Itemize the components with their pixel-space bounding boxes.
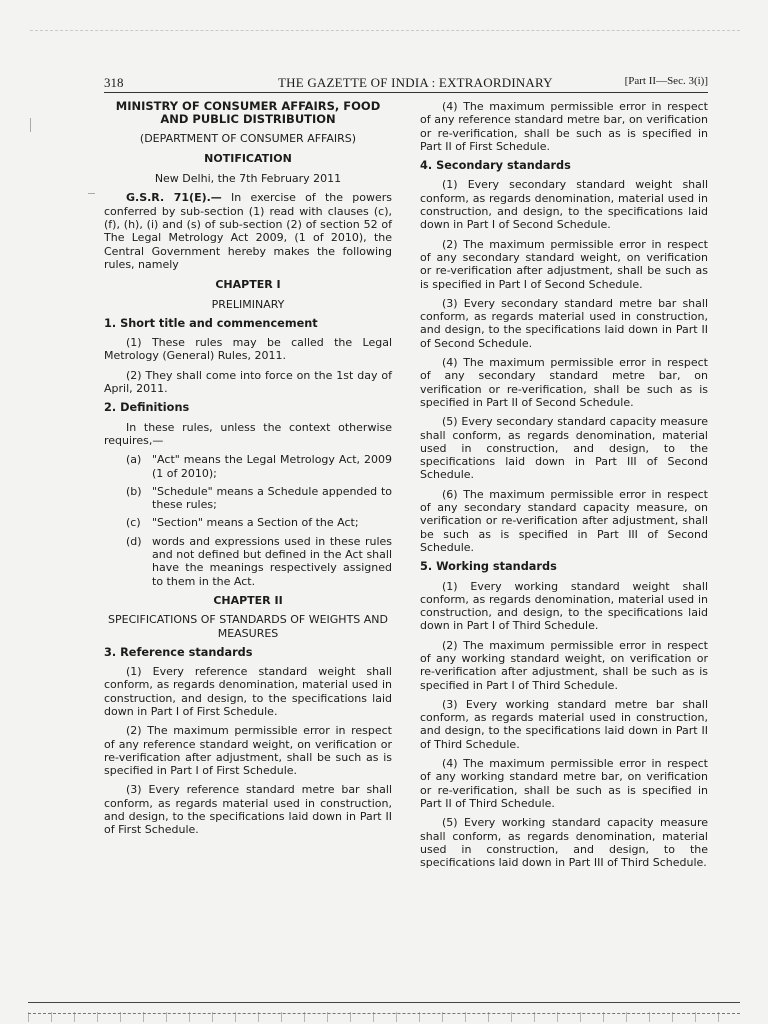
definition-label: (c) bbox=[126, 516, 141, 530]
notification-heading: NOTIFICATION bbox=[204, 151, 292, 165]
definition-item bbox=[104, 453, 392, 480]
dateline: New Delhi, the 7th February 2011 bbox=[154, 172, 342, 186]
chapter-2-heading: CHAPTER II bbox=[213, 593, 283, 607]
rule-4-2: (2) The maximum permissible error in respect of any secondary standard weight, on verification or re-verification after adjustment, shall be such as is specified in Part I of Second Schedule. bbox=[420, 237, 708, 291]
department-name: (DEPARTMENT OF CONSUMER AFFAIRS) bbox=[139, 131, 357, 145]
definition-item bbox=[104, 516, 392, 529]
definition-label: (d) bbox=[126, 534, 142, 548]
margin-mark bbox=[88, 193, 95, 194]
preliminary-heading: PRELIMINARY bbox=[211, 297, 285, 311]
section-2-heading: 2. Definitions bbox=[104, 401, 190, 415]
rule-4-5: (5) Every secondary standard capacity measure shall conform, as regards denomination, material used in construction, and design, to the specifications laid down in Part III of Second Schedule. bbox=[420, 415, 708, 482]
rule-3-3: (3) Every reference standard metre bar shall conform, as regards material used in construction, and design, to the specifications laid down in Part II of First Schedule. bbox=[104, 783, 392, 837]
rule-4-4: (4) The maximum permissible error in respect of any secondary standard metre bar, on verification or re-verification, shall be such as is specified in Part II of Second Schedule. bbox=[420, 356, 708, 409]
rule-1-1: (1) These rules may be called the Legal Metrology (General) Rules, 2011. bbox=[104, 336, 392, 363]
chapter-1-heading: CHAPTER I bbox=[215, 278, 281, 292]
definition-text: "Schedule" means a Schedule appended to these rules; bbox=[152, 484, 392, 512]
gsr-number: G.S.R. 71(E).— bbox=[126, 191, 222, 205]
gsr-body: In exercise of the powers conferred by sub-section (1) read with clauses (c), (f), (h), (i) and (s) of sub-section (2) of section 52 of The Legal Metrology Act 2009, (1 of 2010), the Central Government hereby makes the following rules, namely bbox=[104, 191, 393, 271]
page-header bbox=[104, 75, 708, 91]
rule-3-1: (1) Every reference standard weight shall conform, as regards denomination, material used in construction, and design, to the specifications laid down in Part I of First Schedule. bbox=[104, 665, 392, 718]
rule-5-1: (1) Every working standard weight shall conform, as regards denomination, material used in construction, and design, to the specifications laid down in Part I of Third Schedule. bbox=[420, 579, 708, 633]
scan-artifact-line bbox=[30, 30, 740, 32]
rule-5-4: (4) The maximum permissible error in respect of any working standard metre bar, on verification or re-verification, shall be such as is specified in Part II of Third Schedule. bbox=[420, 757, 708, 810]
margin-mark bbox=[30, 118, 31, 132]
rule-3-2: (2) The maximum permissible error in respect of any reference standard weight, on verification or re-verification after adjustment, shall be such as is specified in Part I of First Schedule. bbox=[104, 724, 392, 778]
definition-item bbox=[104, 485, 392, 512]
ministry-title: MINISTRY OF CONSUMER AFFAIRS, FOOD AND PUBLIC DISTRIBUTION bbox=[115, 99, 381, 127]
rule-5-5: (5) Every working standard capacity measure shall conform, as regards denomination, material used in construction, and design, to the specifications laid down in Part III of Third Schedule. bbox=[420, 816, 708, 870]
rule-5-2: (2) The maximum permissible error in respect of any working standard weight, on verification or re-verification after adjustment, shall be such as is specified in Part I of Third Schedule. bbox=[420, 638, 708, 692]
rule-4-3: (3) Every secondary standard metre bar shall conform, as regards material used in construction, and design, to the specifications laid down in Part II of Second Schedule. bbox=[420, 296, 708, 350]
rule-1-2: (2) They shall come into force on the 1st day of April, 2011. bbox=[104, 368, 392, 396]
definition-item bbox=[104, 535, 392, 588]
rule-4-1: (1) Every secondary standard weight shall conform, as regards denomination, material used in construction, and design, to the specifications laid down in Part I of Second Schedule. bbox=[420, 178, 708, 232]
definition-label: (b) bbox=[126, 484, 142, 498]
rule-4-6: (6) The maximum permissible error in respect of any secondary standard capacity measure, on verification or re-verification after adjustment, shall be such as is specified in Part III of Second Schedule. bbox=[420, 487, 708, 554]
gsr-paragraph bbox=[104, 191, 392, 271]
chapter-2-title: SPECIFICATIONS OF STANDARDS OF WEIGHTS AND MEASURES bbox=[108, 613, 388, 640]
definition-label: (a) bbox=[126, 453, 142, 467]
section-5-heading: 5. Working standards bbox=[420, 560, 557, 574]
left-column bbox=[104, 100, 392, 837]
section-4-heading: 4. Secondary standards bbox=[420, 159, 571, 173]
gazette-title: THE GAZETTE OF INDIA : EXTRAORDINARY bbox=[278, 75, 553, 90]
definition-text: "Act" means the Legal Metrology Act, 2009 (1 of 2010); bbox=[152, 453, 392, 480]
header-rule bbox=[104, 92, 708, 93]
definition-text: "Section" means a Section of the Act; bbox=[152, 516, 359, 530]
section-3-heading: 3. Reference standards bbox=[104, 645, 253, 659]
rule-3-4: (4) The maximum permissible error in respect of any reference standard metre bar, on verification or re-verification, shall be such as is specified in Part II of First Schedule. bbox=[420, 100, 708, 153]
part-section: [Part II—Sec. 3(i)] bbox=[624, 75, 708, 87]
section-1-heading: 1. Short title and commencement bbox=[104, 316, 318, 330]
rule-5-3: (3) Every working standard metre bar shall conform, as regards material used in construction, and design, to the specifications laid down in Part II of Third Schedule. bbox=[420, 697, 708, 751]
page-number: 318 bbox=[104, 75, 124, 90]
definition-text: words and expressions used in these rules and not defined but defined in the Act shall have the meanings respectively assigned to them in the Act. bbox=[152, 534, 392, 588]
footer-scan-ticks bbox=[28, 1012, 740, 1022]
definitions-intro: In these rules, unless the context otherwise requires,— bbox=[104, 420, 392, 447]
right-column bbox=[420, 100, 708, 869]
